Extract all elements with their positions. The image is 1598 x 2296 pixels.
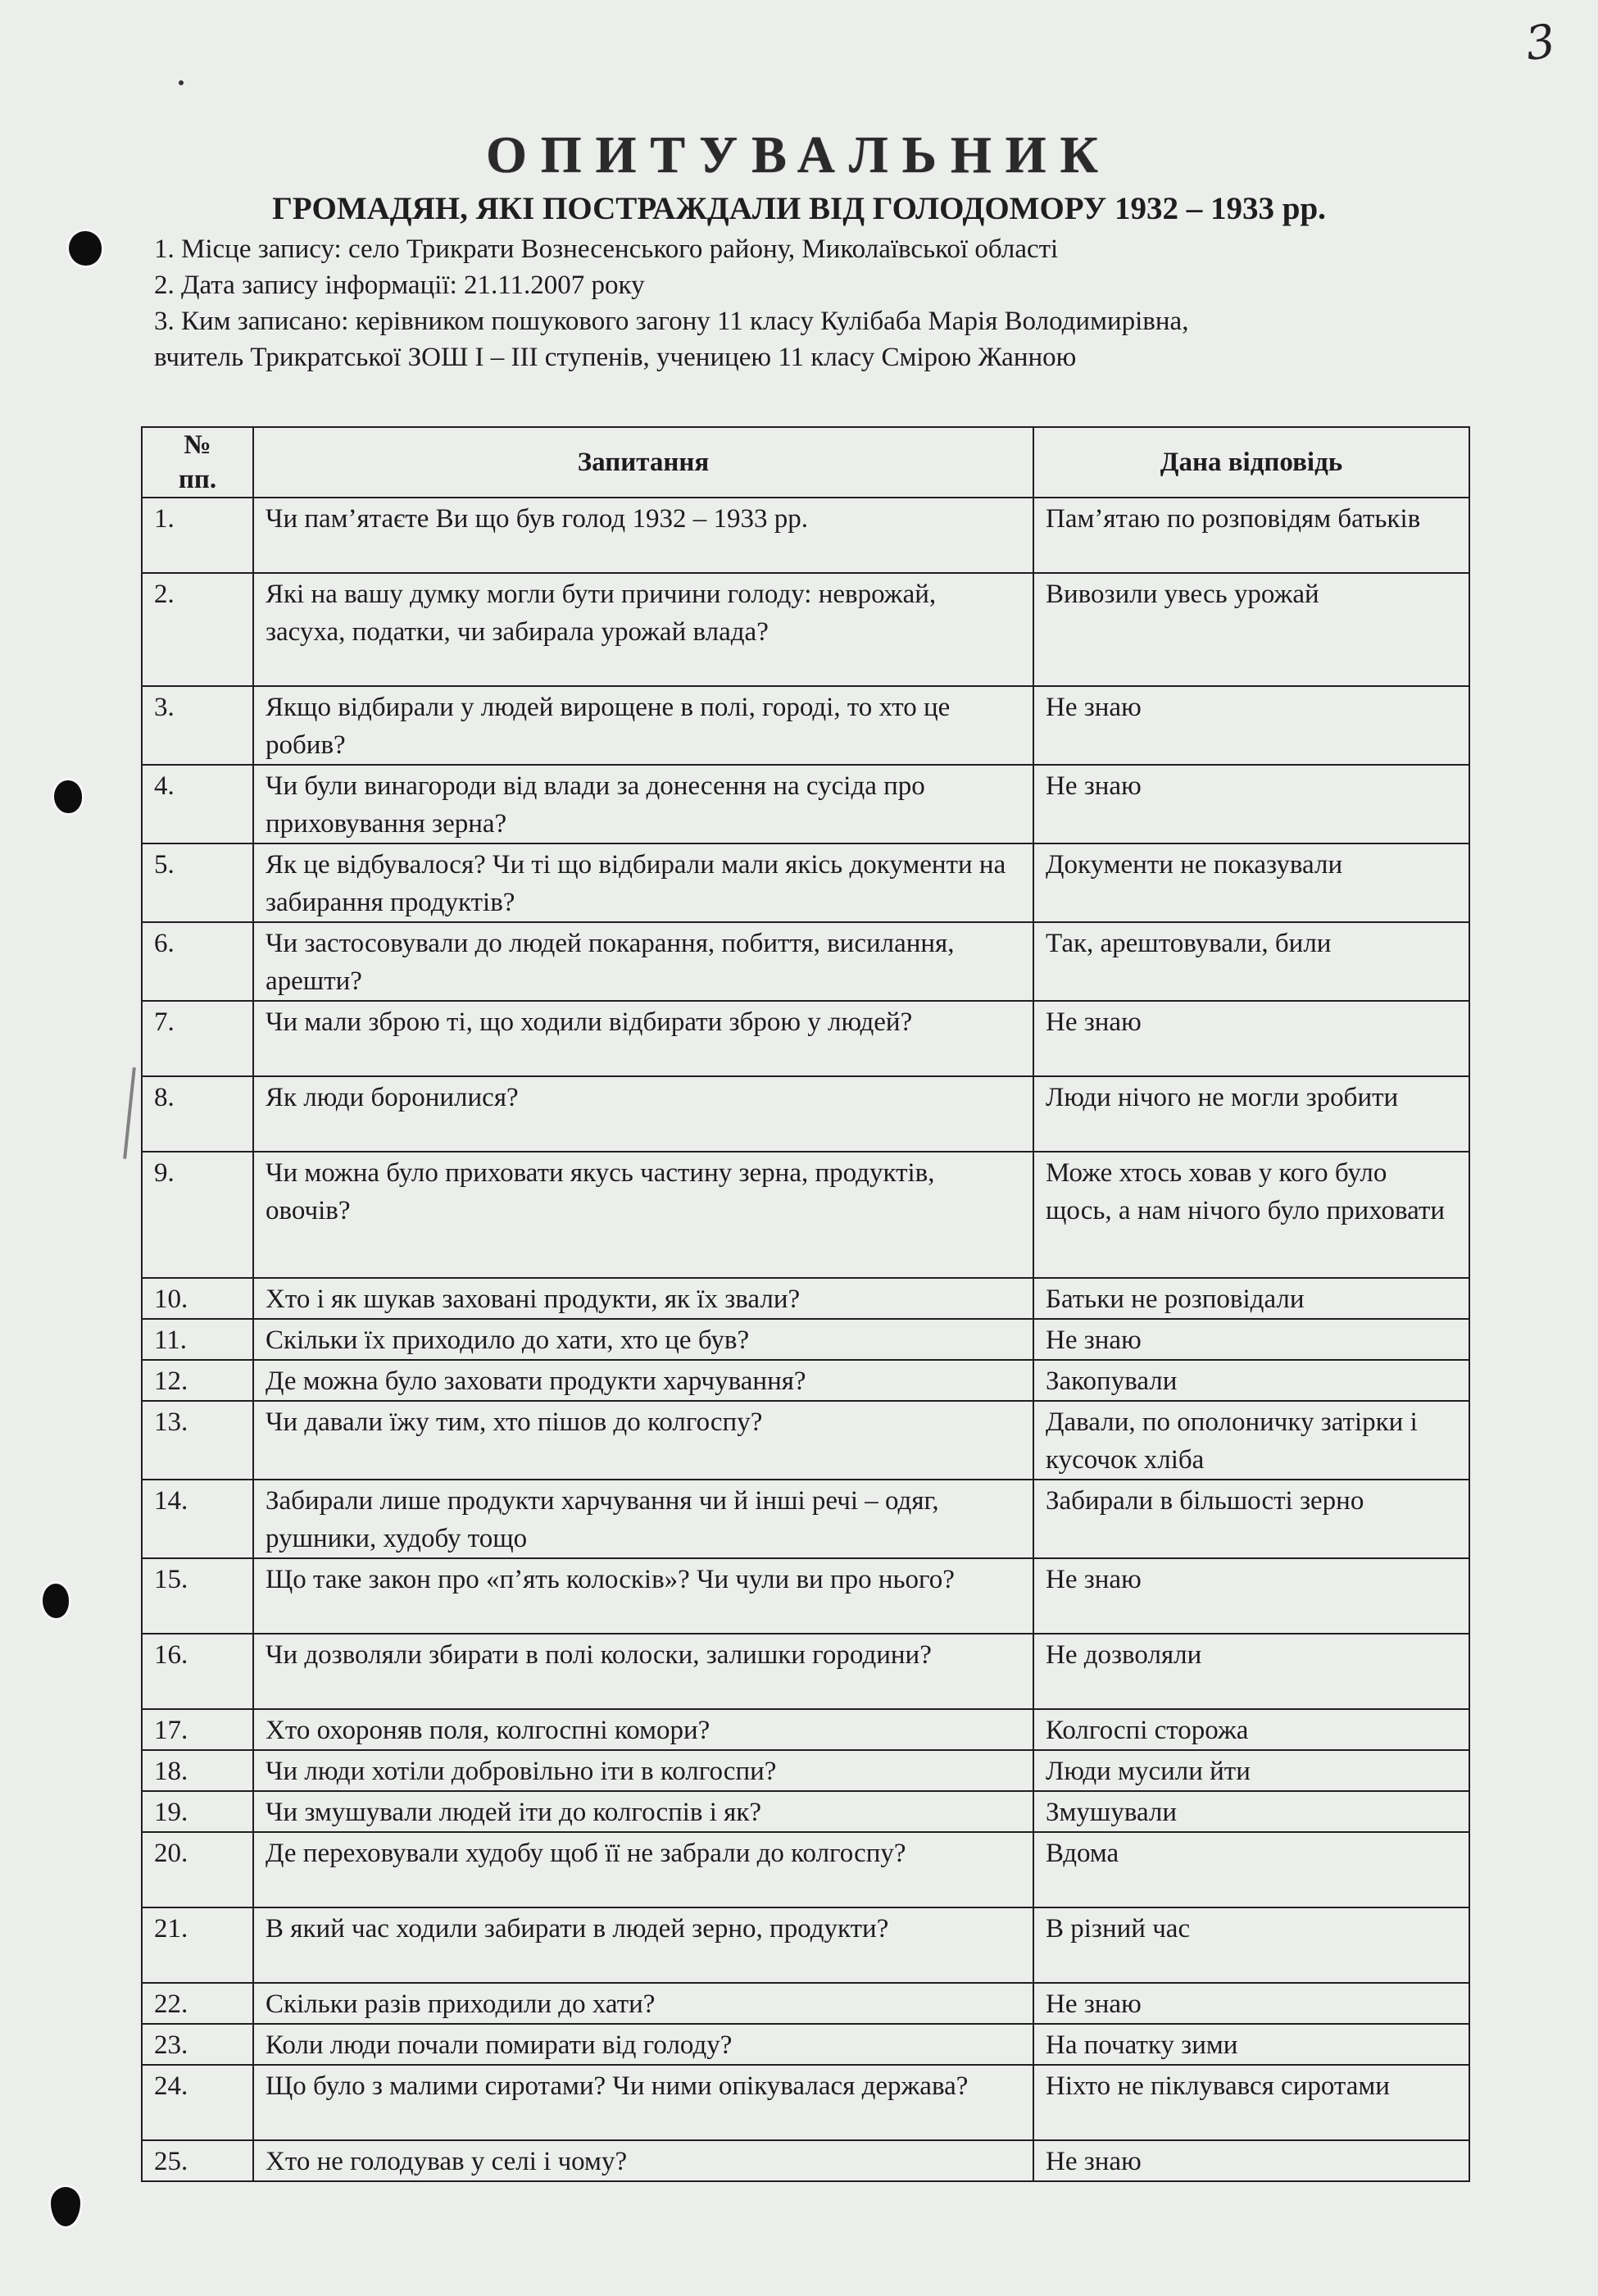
row-number: 6. (142, 922, 253, 1001)
row-number: 16. (142, 1634, 253, 1709)
row-answer: Не знаю (1033, 765, 1469, 843)
row-answer: Вивозили увесь урожай (1033, 573, 1469, 686)
row-number: 4. (142, 765, 253, 843)
row-number: 8. (142, 1076, 253, 1152)
row-question: Чи мали зброю ті, що ходили відбирати зброю у людей? (253, 1001, 1033, 1076)
table-row (142, 1634, 1469, 1709)
row-question: Хто і як шукав заховані продукти, як їх звали? (253, 1278, 1033, 1319)
row-answer: Не знаю (1033, 1983, 1469, 2024)
row-number: 25. (142, 2140, 253, 2181)
row-question: Чи дозволяли збирати в полі колоски, залишки городини? (253, 1634, 1033, 1709)
header-number (142, 427, 253, 498)
row-answer: Не дозволяли (1033, 1634, 1469, 1709)
table-row (142, 1983, 1469, 2024)
punch-hole (43, 1584, 69, 1618)
header-number-symbol: № (184, 430, 211, 460)
row-answer: Не знаю (1033, 1558, 1469, 1634)
row-answer: Давали, по ополоничку затірки і кусочок хліба (1033, 1401, 1469, 1480)
row-number: 7. (142, 1001, 253, 1076)
header-question: Запитання (253, 427, 1033, 498)
row-question: Як люди боронилися? (253, 1076, 1033, 1152)
row-question: Забирали лише продукти харчування чи й інші речі – одяг, рушники, худобу тощо (253, 1480, 1033, 1558)
row-number: 5. (142, 843, 253, 922)
table-row (142, 1401, 1469, 1480)
row-answer: Не знаю (1033, 1001, 1469, 1076)
table-row (142, 1152, 1469, 1278)
document-title: ОПИТУВАЛЬНИК (486, 125, 1112, 184)
row-answer: Колгоспі сторожа (1033, 1709, 1469, 1750)
row-question: Чи були винагороди від влади за донесення на сусіда про приховування зерна? (253, 765, 1033, 843)
table-row (142, 498, 1469, 573)
row-question: Які на вашу думку могли бути причини голоду: неврожай, засуха, податки, чи забирала урожай влада? (253, 573, 1033, 686)
punch-hole (51, 2187, 80, 2226)
record-date: 2. Дата запису інформації: 21.11.2007 року (154, 271, 645, 300)
row-answer: Забирали в більшості зерно (1033, 1480, 1469, 1558)
record-info (154, 231, 1188, 375)
row-number: 10. (142, 1278, 253, 1319)
row-answer: Люди мусили йти (1033, 1750, 1469, 1791)
row-number: 18. (142, 1750, 253, 1791)
row-answer: Закопували (1033, 1360, 1469, 1401)
row-answer: Не знаю (1033, 686, 1469, 765)
table-header-row (142, 427, 1469, 498)
row-number: 11. (142, 1319, 253, 1360)
table-row (142, 1076, 1469, 1152)
row-number: 21. (142, 1907, 253, 1983)
row-answer: Змушували (1033, 1791, 1469, 1832)
row-number: 13. (142, 1401, 253, 1480)
row-question: Чи люди хотіли добровільно іти в колгоспи? (253, 1750, 1033, 1791)
row-question: Де можна було заховати продукти харчування? (253, 1360, 1033, 1401)
table-row (142, 1907, 1469, 1983)
row-question: В який час ходили забирати в людей зерно, продукти? (253, 1907, 1033, 1983)
row-question: Що було з малими сиротами? Чи ними опікувалася держава? (253, 2065, 1033, 2140)
row-answer: Люди нічого не могли зробити (1033, 1076, 1469, 1152)
row-answer: Батьки не розповідали (1033, 1278, 1469, 1319)
row-question: Чи пам’ятаєте Ви що був голод 1932 – 1933 рр. (253, 498, 1033, 573)
row-question: Скільки разів приходили до хати? (253, 1983, 1033, 2024)
row-answer: В різний час (1033, 1907, 1469, 1983)
table-row (142, 765, 1469, 843)
row-answer: Ніхто не піклувався сиротами (1033, 2065, 1469, 2140)
table-row (142, 2065, 1469, 2140)
row-question: Скільки їх приходило до хати, хто це був? (253, 1319, 1033, 1360)
row-number: 2. (142, 573, 253, 686)
row-number: 19. (142, 1791, 253, 1832)
table-row (142, 1278, 1469, 1319)
document-subtitle: ГРОМАДЯН, ЯКІ ПОСТРАЖДАЛИ ВІД ГОЛОДОМОРУ 1932 – 1933 рр. (272, 191, 1326, 226)
table-row (142, 1001, 1469, 1076)
table-row (142, 2024, 1469, 2065)
row-number: 22. (142, 1983, 253, 2024)
row-number: 24. (142, 2065, 253, 2140)
row-number: 3. (142, 686, 253, 765)
row-answer: Не знаю (1033, 1319, 1469, 1360)
row-number: 23. (142, 2024, 253, 2065)
record-place: 1. Місце запису: село Трикрати Вознесенського району, Миколаївської області (154, 234, 1059, 264)
row-answer: Документи не показували (1033, 843, 1469, 922)
row-question: Якщо відбирали у людей вирощене в полі, городі, то хто це робив? (253, 686, 1033, 765)
row-number: 17. (142, 1709, 253, 1750)
recorded-by: 3. Ким записано: керівником пошукового загону 11 класу Кулібаба Марія Володимирівна, (154, 307, 1189, 336)
row-number: 9. (142, 1152, 253, 1278)
row-answer: Так, арештовували, били (1033, 922, 1469, 1001)
table-row (142, 1750, 1469, 1791)
handwritten-page-number: 3 (1522, 14, 1559, 72)
table-row (142, 1319, 1469, 1360)
row-answer: Не знаю (1033, 2140, 1469, 2181)
table-row (142, 1360, 1469, 1401)
survey-table (141, 426, 1470, 2182)
punch-hole (69, 231, 102, 266)
table-row (142, 1709, 1469, 1750)
row-question: Що таке закон про «п’ять колосків»? Чи чули ви про нього? (253, 1558, 1033, 1634)
table-row (142, 1558, 1469, 1634)
table-row (142, 843, 1469, 922)
row-question: Коли люди почали помирати від голоду? (253, 2024, 1033, 2065)
row-number: 15. (142, 1558, 253, 1634)
row-question: Як це відбувалося? Чи ті що відбирали мали якісь документи на забирання продуктів? (253, 843, 1033, 922)
row-number: 14. (142, 1480, 253, 1558)
row-question: Хто охороняв поля, колгоспні комори? (253, 1709, 1033, 1750)
row-answer: Пам’ятаю по розповідям батьків (1033, 498, 1469, 573)
table-row (142, 1791, 1469, 1832)
row-question: Чи можна було приховати якусь частину зерна, продуктів, овочів? (253, 1152, 1033, 1278)
row-question: Хто не голодував у селі і чому? (253, 2140, 1033, 2181)
row-question: Чи давали їжу тим, хто пішов до колгоспу? (253, 1401, 1033, 1480)
table-row (142, 1480, 1469, 1558)
table-row (142, 686, 1469, 765)
row-number: 20. (142, 1832, 253, 1907)
row-answer: Може хтось ховав у кого було щось, а нам нічого було приховати (1033, 1152, 1469, 1278)
ink-dot (179, 80, 184, 85)
pencil-mark (123, 1067, 136, 1159)
row-answer: Вдома (1033, 1832, 1469, 1907)
header-number-abbrev: пп. (178, 465, 217, 494)
table-row (142, 573, 1469, 686)
row-number: 12. (142, 1360, 253, 1401)
punch-hole (54, 780, 82, 813)
header-answer: Дана відповідь (1033, 427, 1469, 498)
recorded-by-continued: вчитель Трикратської ЗОШ І – ІІІ ступенів, ученицею 11 класу Смірою Жанною (154, 343, 1077, 372)
row-question: Чи застосовували до людей покарання, побиття, висилання, арешти? (253, 922, 1033, 1001)
row-answer: На початку зими (1033, 2024, 1469, 2065)
row-question: Де переховували худобу щоб її не забрали до колгоспу? (253, 1832, 1033, 1907)
row-number: 1. (142, 498, 253, 573)
row-question: Чи змушували людей іти до колгоспів і як? (253, 1791, 1033, 1832)
table-row (142, 2140, 1469, 2181)
table-row (142, 922, 1469, 1001)
table-row (142, 1832, 1469, 1907)
